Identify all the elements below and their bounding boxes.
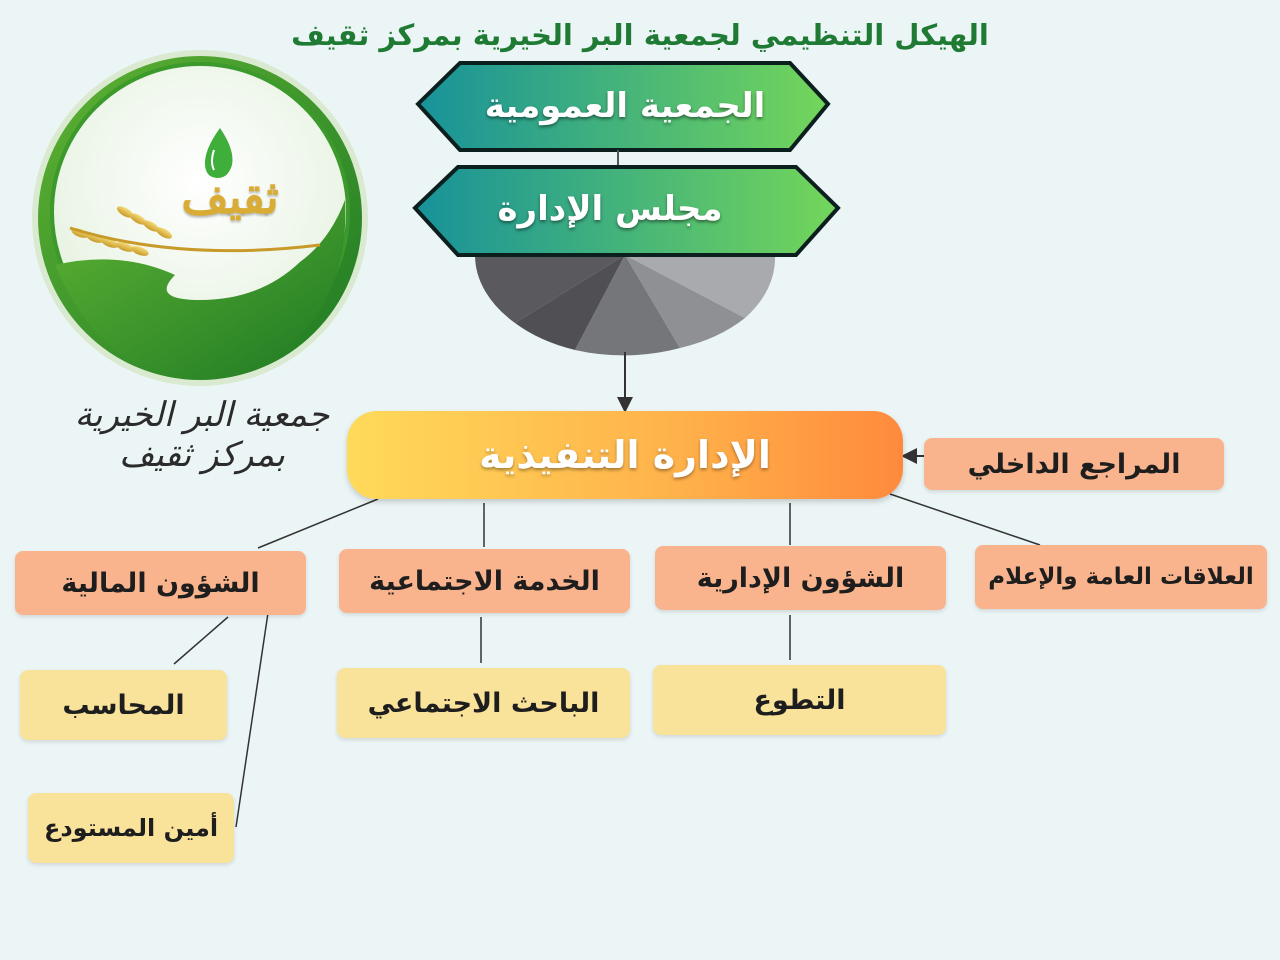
volunteering-label: التطوع (753, 684, 846, 716)
administrative-affairs-label: الشؤون الإدارية (696, 562, 905, 594)
pie-fan-decoration (475, 255, 775, 355)
connector-executive-pr (890, 494, 1040, 545)
logo-brand-text: ثقيف (181, 170, 279, 224)
executive-management-label: الإدارة التنفيذية (479, 433, 771, 477)
general-assembly-label: الجمعية العمومية (484, 86, 766, 126)
volunteering-box (653, 665, 946, 735)
financial-affairs-label: الشؤون المالية (61, 567, 260, 599)
warehouse-keeper-box (28, 793, 234, 863)
connector-finance-accountant (174, 617, 228, 664)
accountant-label: المحاسب (62, 689, 185, 721)
warehouse-keeper-label: أمين المستودع (43, 814, 219, 842)
public-relations-label: العلاقات العامة والإعلام (988, 564, 1254, 590)
connector-executive-finance (258, 499, 378, 548)
page-title: الهيكل التنظيمي لجمعية البر الخيرية بمركز ثقيف (291, 18, 989, 52)
social-researcher-label: الباحث الاجتماعي (367, 687, 600, 719)
administrative-affairs-box (655, 546, 946, 610)
public-relations-box (975, 545, 1267, 609)
internal-auditor-label: المراجع الداخلي (967, 448, 1181, 480)
board-label: مجلس الإدارة (497, 189, 723, 229)
logo-caption: جمعية البر الخيرية بمركز ثقيف (74, 395, 330, 475)
executive-management-box (347, 411, 903, 499)
social-researcher-box (337, 668, 630, 738)
social-service-box (339, 549, 630, 613)
financial-affairs-box (15, 551, 306, 615)
social-service-label: الخدمة الاجتماعية (369, 565, 600, 597)
internal-auditor-box (924, 438, 1224, 490)
connector-finance-warehouse (236, 613, 268, 827)
accountant-box (20, 670, 227, 740)
